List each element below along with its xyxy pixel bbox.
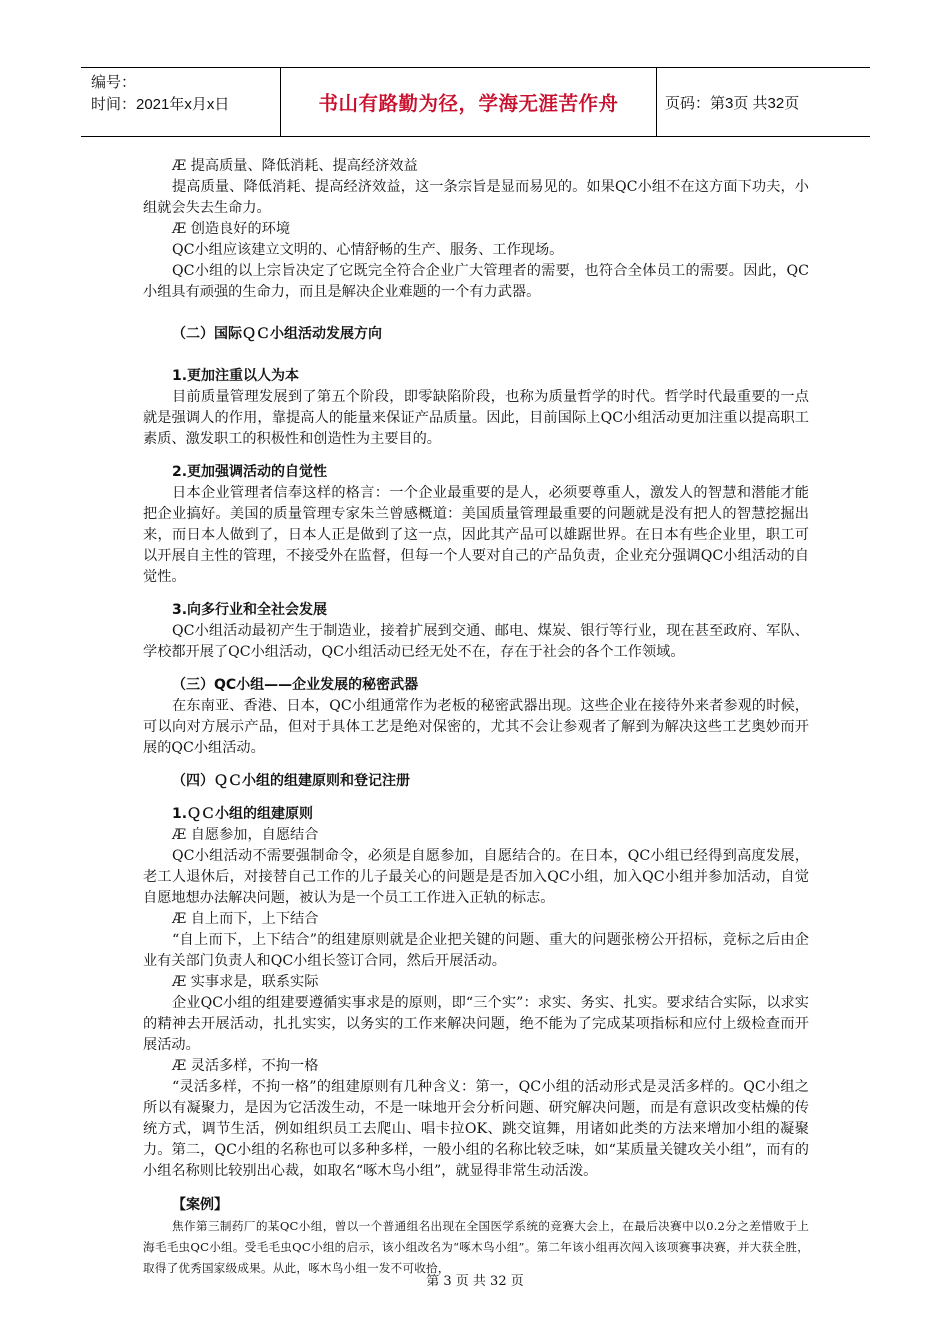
bullet-item: Æ 实事求是，联系实际 [172,974,319,990]
section-title: （二）国际ＱＣ小组活动发展方向 [172,326,382,342]
paragraph: QC小组活动不需要强制命令，必须是自愿参加，自愿结合的。在日本，QC小组已经得到高度发展，老工人退休后，对接替自己工作的儿子最关心的问题是是否加入QC小组，加入QC小组并参加活动，自觉自愿地想办法解决问题，被认为是一个员工工作进入正轨的标志。 [143,848,809,906]
paragraph: 企业QC小组的组建要遵循实事求是的原则，即“三个实”：求实、务实、扎实。要求结合实际，以求实的精神去开展活动，扎扎实实，以务实的工作来解决问题，绝不能为了完成某项指标和应付上级检查而开展活动。 [143,995,809,1053]
subsection-heading: 1.更加注重以人为本 [172,368,300,384]
page-footer: 第 3 页 共 32 页 [426,1274,524,1289]
paragraph: 日本企业管理者信奉这样的格言：一个企业最重要的是人，必须要尊重人，激发人的智慧和潜能才能把企业搞好。美国的质量管理专家朱兰曾感概道：美国质量管理最重要的问题就是没有把人的智慧挖掘出来，而日本人做到了，日本人正是做到了这一点，因此其产品可以雄踞世界。在日本有些企业里，职工可以开展自主性的管理，不接受外在监督，但每一个人要对自己的产品负责，企业充分强调QC小组活动的自觉性。 [143,485,809,585]
header-motto: 书山有路勤为径，学海无涯苦作舟 [281,68,657,136]
header-page-label: 页码：第3页 共32页 [665,94,800,112]
number-label: 编号： [91,74,137,91]
paragraph: QC小组应该建立文明的、心情舒畅的生产、服务、工作现场。 [172,242,564,258]
page-header [81,67,870,137]
paragraph: QC小组的以上宗旨决定了它既完全符合企业广大管理者的需要，也符合全体员工的需要。因此，QC小组具有顽强的生命力，而且是解决企业难题的一个有力武器。 [143,263,809,300]
bullet-item: Æ 自愿参加，自愿结合 [172,827,319,843]
case-title: 【案例】 [172,1197,228,1213]
subsection-heading: 1.ＱＣ小组的组建原则 [172,806,314,822]
paragraph: 目前质量管理发展到了第五个阶段，即零缺陷阶段，也称为质量哲学的时代。哲学时代最重要的一点就是强调人的作用，靠提高人的能量来保证产品质量。因此，目前国际上QC小组活动更加注重以提高职工素质、激发职工的积极性和创造性为主要目的。 [143,389,809,447]
subsection-heading: 3.向多行业和全社会发展 [172,602,328,618]
section-title: （三）QC小组——企业发展的秘密武器 [172,677,419,693]
case-paragraph: 焦作第三制药厂的某QC小组，曾以一个普通组名出现在全国医学系统的竞赛大会上，在最后决赛中以0.2分之差惜败于上海毛毛虫QC小组。受毛毛虫QC小组的启示，该小组改名为“啄木鸟小组”。第二年该小组再次闯入该项赛事决赛，并大获全胜，取得了优秀国家级成果。从此，啄木鸟小组一发不可收拾， [143,1219,809,1275]
bullet-item: Æ 自上而下，上下结合 [172,911,319,927]
paragraph: “灵活多样，不拘一格”的组建原则有几种含义：第一，QC小组的活动形式是灵活多样的。QC小组之所以有凝聚力，是因为它活泼生动，不是一味地开会分析问题、研究解决问题，而是有意识改变枯燥的传统方式，调节生活，例如组织员工去爬山、唱卡拉OK、跳交谊舞，用诸如此类的方法来增加小组的凝聚力。第二，QC小组的名称也可以多种多样，一般小组的名称比较乏味，如“某质量关键攻关小组”，而有的小组名称则比较别出心裁，如取名“啄木鸟小组”，就显得非常生动活泼。 [143,1079,809,1179]
bullet-item: Æ 创造良好的环境 [172,221,291,237]
paragraph: “自上而下，上下结合”的组建原则就是企业把关键的问题、重大的问题张榜公开招标，竞标之后由企业有关部门负责人和QC小组长签订合同，然后开展活动。 [143,932,809,969]
document-body [143,156,809,1279]
paragraph: 在东南亚、香港、日本，QC小组通常作为老板的秘密武器出现。这些企业在接待外来者参观的时候，可以向对方展示产品，但对于具体工艺是绝对保密的，尤其不会让参观者了解到为解决这些工艺奥妙而开展的QC小组活动。 [143,698,809,756]
bullet-item: Æ 灵活多样，不拘一格 [172,1058,319,1074]
section-title: （四）ＱＣ小组的组建原则和登记注册 [172,773,410,789]
date-label: 时间：2021年x月x日 [91,96,230,113]
subsection-heading: 2.更加强调活动的自觉性 [172,464,328,480]
bullet-item: Æ 提高质量、降低消耗、提高经济效益 [172,158,418,174]
paragraph: 提高质量、降低消耗、提高经济效益，这一条宗旨是显而易见的。如果QC小组不在这方面下功夫，小组就会失去生命力。 [143,179,809,216]
paragraph: QC小组活动最初产生于制造业，接着扩展到交通、邮电、煤炭、银行等行业，现在甚至政府、军队、学校都开展了QC小组活动，QC小组活动已经无处不在，存在于社会的各个工作领域。 [143,623,809,660]
header-meta [81,68,281,136]
